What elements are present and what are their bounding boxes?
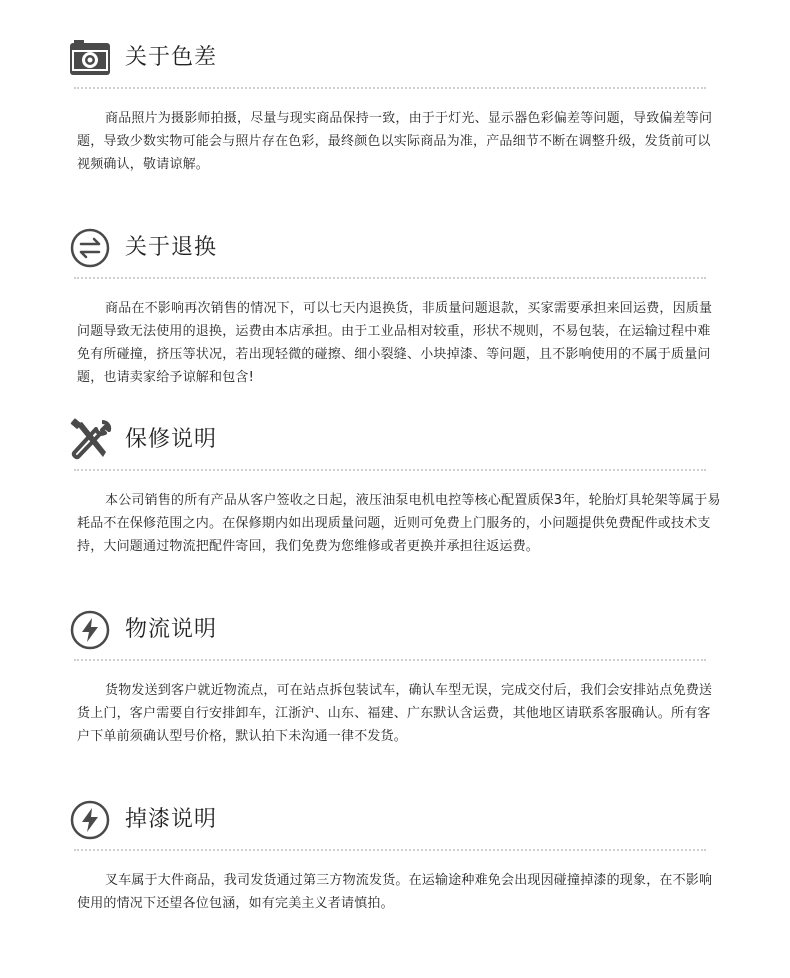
section-text: 叉车属于大件商品，我司发货通过第三方物流发货。在运输途种难免会出现因碰撞掉漆的现象，在不影响使用的情况下还望各位包涵，如有完美主义者请慎拍。	[77, 873, 713, 911]
lightning-icon	[68, 608, 112, 652]
exchange-icon	[68, 226, 112, 270]
section-header	[68, 36, 217, 80]
dotted-divider	[74, 849, 706, 851]
cropped-top-text	[74, 0, 304, 5]
dotted-divider	[74, 277, 706, 279]
dotted-divider	[74, 469, 706, 471]
lightning-icon	[68, 798, 112, 842]
dotted-divider	[74, 87, 706, 89]
section-header	[68, 608, 217, 652]
section-title: 掉漆说明	[125, 807, 218, 832]
section-title: 保修说明	[125, 427, 218, 452]
wrench-screwdriver-icon	[68, 418, 112, 462]
section-text: 商品在不影响再次销售的情况下，可以七天内退换货，非质量问题退款，买家需要承担来回运费，因质量问题导致无法使用的退换，运费由本店承担。由于工业品相对较重，形状不规则，不易包装，在运输过程中难免有所碰撞，挤压等状况，若出现轻微的碰擦、细小裂缝、小块掉漆、等问题，且不影响使用的不属于质量问题，也请卖家给予谅解和包含!	[77, 301, 713, 385]
camera-icon	[68, 36, 112, 80]
section-title: 关于色差	[125, 45, 218, 70]
section-title: 物流说明	[125, 617, 218, 642]
section-header	[68, 226, 217, 270]
section-text: 本公司销售的所有产品从客户签收之日起，液压油泵电机电控等核心配置质保3年，轮胎灯具轮架等属于易耗品不在保修范围之内。在保修期内如出现质量问题，近则可免费上门服务的，小问题提供免费配件或技术支持，大问题通过物流把配件寄回，我们免费为您维修或者更换并承担往返运费。	[77, 493, 721, 554]
section-text: 货物发送到客户就近物流点，可在站点拆包装试车，确认车型无误，完成交付后，我们会安排站点免费送货上门，客户需要自行安排卸车，江浙沪、山东、福建、广东默认含运费，其他地区请联系客服确认。所有客户下单前须确认型号价格，默认拍下未沟通一律不发货。	[77, 683, 713, 744]
dotted-divider	[74, 659, 706, 661]
section-header	[68, 798, 217, 842]
section-header	[68, 418, 217, 462]
section-text: 商品照片为摄影师拍摄，尽量与现实商品保持一致，由于于灯光、显示器色彩偏差等问题，导致偏差等问题，导致少数实物可能会与照片存在色彩，最终颜色以实际商品为准，产品细节不断在调整升级，发货前可以视频确认，敬请谅解。	[77, 111, 713, 172]
section-title: 关于退换	[125, 235, 218, 260]
